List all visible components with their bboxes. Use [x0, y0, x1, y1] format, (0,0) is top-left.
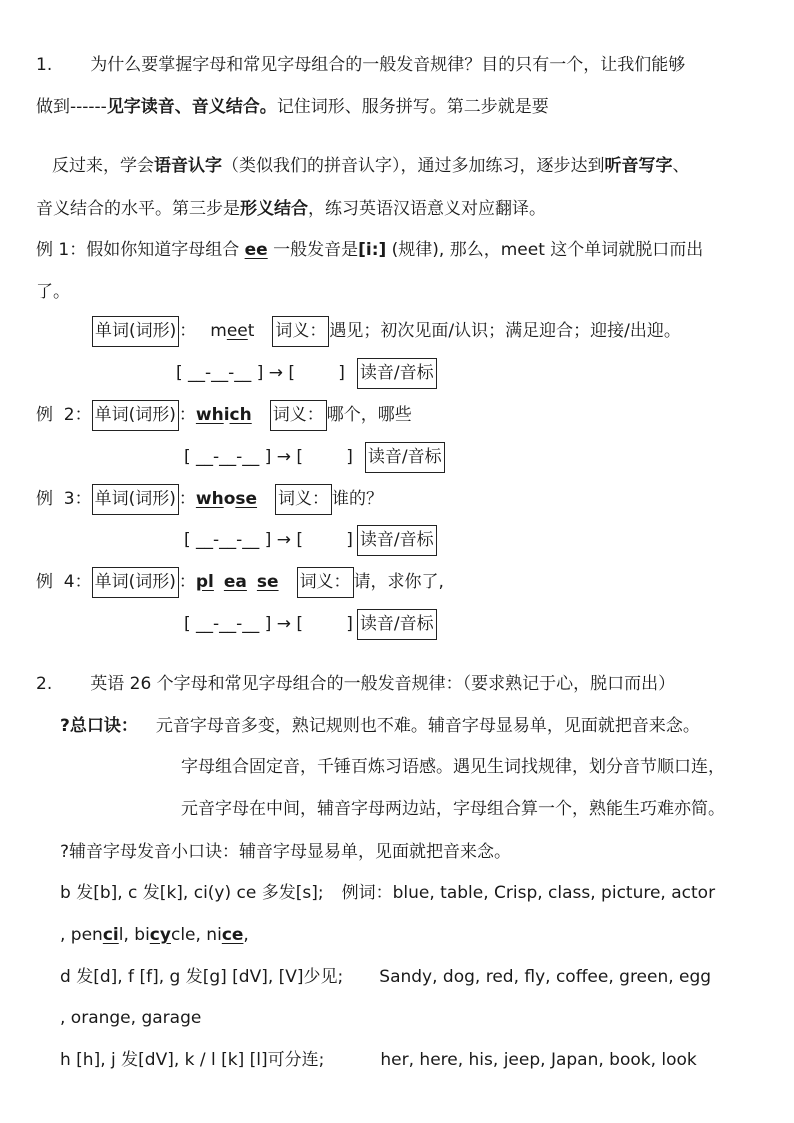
text: cle, ni [170, 925, 222, 945]
example-2-phonetic-row [184, 442, 445, 473]
word-label-box: 单词(词形) [92, 316, 179, 347]
colon: ： [178, 572, 196, 592]
meaning-text: 请，求你了, [353, 572, 444, 592]
text: , pen [60, 925, 103, 945]
phonetic-pattern: [ __-__-__ ] → [ ] [184, 530, 353, 550]
word-label-box: 单词(词形) [92, 567, 179, 598]
example-1-intro-cont [36, 281, 70, 303]
meaning-text: 遇见；初次见面/认识；满足迎合；迎接/出迎。 [329, 321, 681, 341]
text: （类似我们的拼音认字），通过多加练习，逐步达到 [222, 156, 605, 176]
example-3-phonetic-row [184, 525, 437, 556]
example-1-word-row [92, 316, 681, 347]
meaning-text: 谁的？ [332, 489, 384, 509]
section-1-line-4 [36, 198, 546, 220]
section-number: 1. [36, 55, 53, 75]
word-label-box: 单词(词形) [92, 400, 179, 431]
summary-line-2 [181, 756, 725, 778]
reading-label-box: 读音/音标 [357, 609, 437, 640]
example-label: 例 2： [36, 405, 92, 425]
reading-label-box: 读音/音标 [357, 358, 437, 389]
paragraph-text: 为什么要掌握字母和常见字母组合的一般发音规律？目的只有一个，让我们能够 [90, 55, 686, 75]
rule-b-cont [60, 924, 249, 946]
example-1-phonetic-row [176, 358, 437, 389]
phonetic-pattern: [ __-__-__ ] → [ ] [184, 447, 353, 467]
summary-text: 字母组合固定音，千锤百炼习语感。遇见生词找规律，划分音节顺口连， [181, 757, 725, 777]
section-1-line-3 [52, 155, 690, 177]
rule-text: h [h], j 发[dV], k / l [k] [l]可分连; [60, 1050, 325, 1070]
underlined-letters: ci [102, 925, 119, 945]
meaning-label-box: 词义： [272, 316, 329, 347]
example-1-intro [36, 239, 703, 261]
section-title-text: 英语 26 个字母和常见字母组合的一般发音规律：（要求熟记于心，脱口而出） [90, 674, 676, 694]
rule-d-line [60, 966, 711, 988]
bold-text: 见字读音、音义结合。 [106, 97, 277, 117]
examples-text: 例词：blue, table, Crisp, class, picture, actor [341, 883, 716, 903]
section-2-title [36, 673, 675, 695]
text: 记住词形、服务拼写。第二步就是要 [276, 97, 549, 117]
meaning-text: 哪个，哪些 [326, 405, 412, 425]
colon: ： [179, 321, 197, 341]
rule-text: b 发[b], c 发[k], ci(y) ce 多发[s]; [60, 883, 324, 903]
word-label-box: 单词(词形) [92, 484, 179, 515]
rule-text: d 发[d], f [f], g 发[g] [dV], [V]少见; [60, 967, 344, 987]
section-number: 2. [36, 674, 53, 694]
rule-b-line [60, 882, 715, 904]
text: 、 [672, 156, 690, 176]
meaning-label-box: 词义： [275, 484, 332, 515]
example-3-word-row [36, 484, 383, 515]
phonetic-pattern: [ __-__-__ ] → [ ] [176, 363, 345, 383]
text: ，练习英语汉语意义对应翻译。 [308, 199, 546, 219]
summary-text: 元音字母音多变，熟记规则也不难。辅音字母显易单，见面就把音来念。 [155, 716, 700, 736]
summary-label: ?总口诀： [60, 716, 138, 736]
word: meet [210, 321, 255, 341]
word: pl ea se [195, 572, 279, 592]
text: , [243, 925, 249, 945]
example-label: 例 4： [36, 572, 92, 592]
reading-label-box: 读音/音标 [357, 525, 437, 556]
rule-d-cont [60, 1007, 201, 1029]
bold-text: 语音认字 [154, 156, 222, 176]
text: 音义结合的水平。第三步是 [36, 199, 240, 219]
example-label: 例 3： [36, 489, 92, 509]
underlined-letters: ce [221, 925, 244, 945]
summary-text: 元音字母在中间，辅音字母两边站，字母组合算一个，熟能生巧难亦简。 [181, 799, 725, 819]
meaning-label-box: 词义： [270, 400, 327, 431]
section-1-line-2 [36, 96, 549, 118]
example-4-phonetic-row [184, 609, 437, 640]
example-2-word-row [36, 400, 412, 431]
underlined-letters: ee [244, 240, 268, 260]
text: 做到------ [36, 97, 107, 117]
text: 反过来，学会 [52, 156, 154, 176]
consonant-title-text: ?辅音字母发音小口诀：辅音字母显易单，见面就把音来念。 [60, 842, 512, 862]
meaning-label-box: 词义： [297, 567, 354, 598]
consonant-title [60, 841, 511, 863]
summary-line-3 [181, 798, 725, 820]
colon: ： [178, 489, 196, 509]
text: l, bi [118, 925, 150, 945]
word: whose [195, 489, 258, 509]
example-4-word-row [36, 567, 444, 598]
colon: ： [178, 405, 196, 425]
word: which [195, 405, 252, 425]
underlined-letters: cy [149, 925, 171, 945]
summary-line-1 [60, 715, 700, 737]
reading-label-box: 读音/音标 [365, 442, 445, 473]
phonetic: [i:] [358, 240, 387, 260]
bold-text: 听音写字 [604, 156, 673, 176]
section-1-line-1 [36, 54, 685, 76]
examples-text: Sandy, dog, red, fly, coffee, green, egg [379, 967, 712, 987]
rule-h-line [60, 1049, 697, 1071]
bold-text: 形义结合 [240, 199, 308, 219]
text: 一般发音是 [267, 240, 359, 260]
text: 了。 [36, 282, 70, 302]
examples-text: her, here, his, jeep, Japan, book, look [380, 1050, 697, 1070]
text: 例 1：假如你知道字母组合 [36, 240, 245, 260]
examples-text: , orange, garage [60, 1008, 202, 1028]
phonetic-pattern: [ __-__-__ ] → [ ] [184, 614, 353, 634]
text: (规律), 那么，meet 这个单词就脱口而出 [386, 240, 704, 260]
